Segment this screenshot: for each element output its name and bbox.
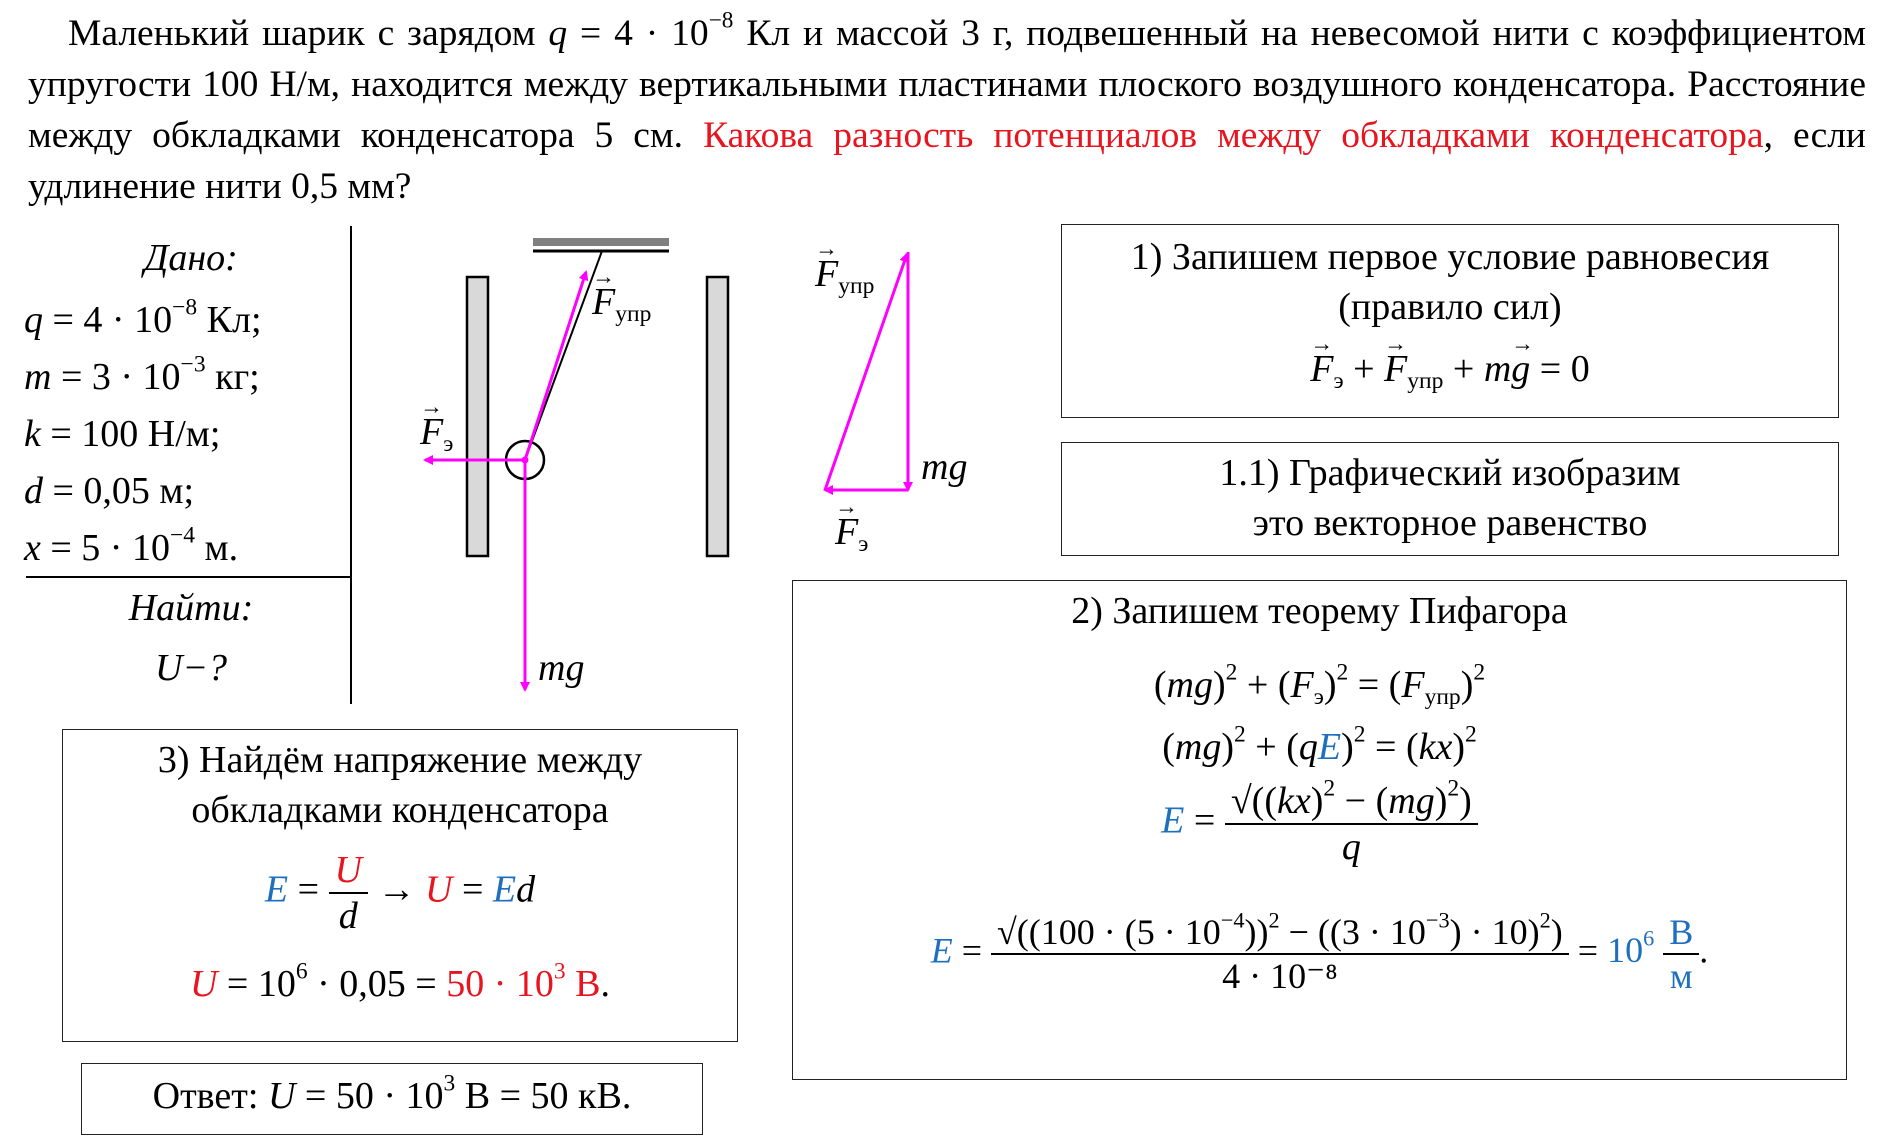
step3-line2: обкладками конденсатора <box>191 789 609 831</box>
step1-line1: 1) Запишем первое условие равновесия <box>1130 236 1770 278</box>
step3-line1: 3) Найдём напряжение между <box>157 739 643 781</box>
given-list <box>24 292 354 577</box>
find-value: U−? <box>154 647 228 689</box>
step3-box <box>62 729 738 1042</box>
problem-text-1: Маленький шарик с зарядом <box>68 13 549 54</box>
triangle-mg-label: mg <box>921 446 968 488</box>
step1-line2: (правило сил) <box>1338 286 1562 328</box>
triangle-fupr-label: → $F_{упр}$ <box>815 252 874 296</box>
problem-text-3: , если удлинение нити 0,5 мм? <box>28 115 1866 207</box>
given-horizontal-divider <box>26 576 351 578</box>
answer-text: Ответ: $U = 50 \cdot 10^3$ В = 50 кВ. <box>152 1070 632 1117</box>
step2-title: 2) Запишем теорему Пифагора <box>1071 590 1568 632</box>
step11-box <box>1061 442 1839 556</box>
step2-eq1: $(mg)^2 + (F_э)^2 = (F_{упр})^2$ <box>1153 659 1486 711</box>
step2-box <box>792 580 1847 1080</box>
left-plate <box>467 277 488 556</box>
q-symbol: q <box>548 13 568 54</box>
step11-line2: это векторное равенство <box>1252 502 1648 544</box>
step2-eq3: E = $\frac{√((kx)^2 - (mg)^2)}{q}$ <box>793 779 1846 869</box>
step1-box <box>1061 224 1839 418</box>
step1-equation: → $F_э$ + → $F_{упр} + m\to g = 0$ <box>1062 347 1838 391</box>
fupr-label: → $F_{упр}$ <box>592 280 651 324</box>
q-expression: = 4 · 10 <box>567 13 709 54</box>
ceiling-support <box>533 238 669 246</box>
q-exponent: −8 <box>708 7 734 34</box>
given-title: Дано: <box>144 237 238 279</box>
mg-label: mg <box>538 647 585 689</box>
step3-eq1: E = $\frac{U}{d}$ → U = Ed <box>264 849 536 937</box>
step2-eq4: E = $\frac{√((100 \cdot (5 \cdot 10^{-4}))^2 - ((3 \cdot 10^{-3}) \cdot 10)^2)}{\text{4 · 10⁻⁸}}$ = $10^6$ $\frac{В}{м}$ . <box>930 907 1709 996</box>
given-d: d = 0,05 м; <box>24 470 195 512</box>
given-m: $m = 3 \cdot 10^{-3}$ кг; <box>24 351 260 398</box>
step11-line1: 1.1) Графический изобразим <box>1219 452 1681 494</box>
given-q: $q = 4 \cdot 10^{-8}$ Кл; <box>24 294 262 341</box>
given-x: $x = 5 \cdot 10^{-4}$ м. <box>24 522 239 569</box>
step3-eq2: $U = 10^6 \cdot 0,05 = 50 \cdot 10^3$ В. <box>189 958 611 1005</box>
fe-label: → $F_э$ <box>420 410 453 454</box>
problem-text-2: Кл и массой 3 г, подвешенный на невесомой нити с коэффициентом упругости 100 Н/м, находится между вертикальными пластинами плоского воздушного конденсатора. Расстояние между обкладками конденсатора 5 см. <box>28 13 1866 156</box>
given-vertical-divider <box>350 226 352 704</box>
right-plate <box>707 277 728 556</box>
problem-statement <box>28 8 1866 212</box>
step2-eq2: (mg)$^2$ + (qE)$^2$ = (kx)$^2$ <box>1162 721 1477 768</box>
answer-box <box>81 1063 703 1135</box>
find-title: Найти: <box>128 587 254 629</box>
triangle-fe-label: → $F_э$ <box>835 510 868 554</box>
ball-center <box>522 457 529 464</box>
fupr-arrow <box>525 272 586 460</box>
given-k: k = 100 Н/м; <box>24 413 221 455</box>
problem-question: Какова разность потенциалов между обкладками конденсатора <box>703 115 1764 156</box>
